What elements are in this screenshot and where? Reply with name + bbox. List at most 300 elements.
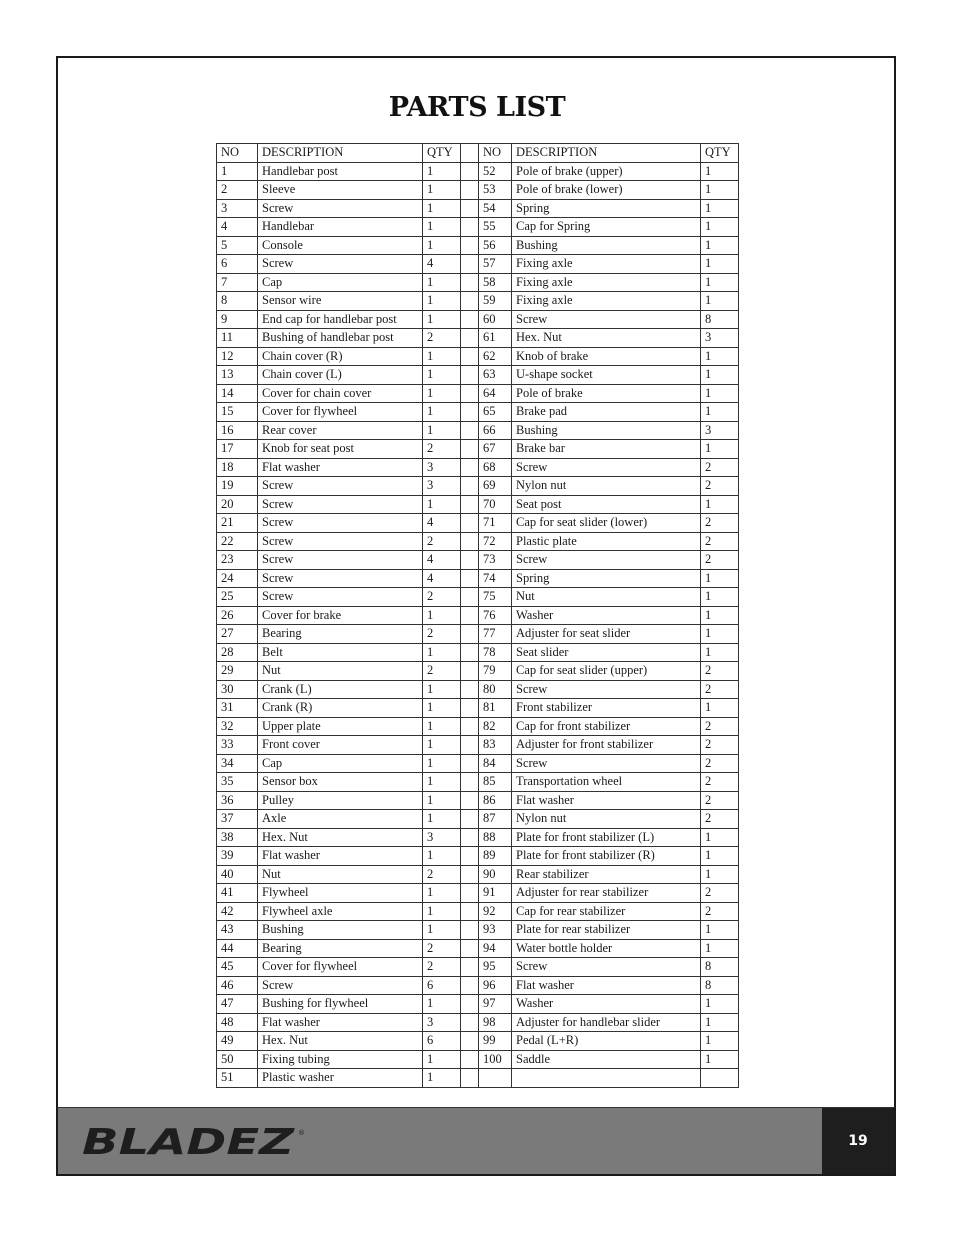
table-row bbox=[217, 995, 739, 1014]
part-qty: 1 bbox=[423, 699, 461, 718]
part-no: 69 bbox=[479, 477, 512, 496]
part-description: Handlebar post bbox=[258, 162, 423, 181]
table-row bbox=[217, 1050, 739, 1069]
part-no: 30 bbox=[217, 680, 258, 699]
part-description: Pole of brake bbox=[512, 384, 701, 403]
part-qty: 4 bbox=[423, 569, 461, 588]
part-description: Fixing axle bbox=[512, 255, 701, 274]
spacer-cell bbox=[461, 1013, 479, 1032]
part-description: Console bbox=[258, 236, 423, 255]
part-no: 19 bbox=[217, 477, 258, 496]
part-qty: 1 bbox=[423, 347, 461, 366]
table-row bbox=[217, 884, 739, 903]
part-no: 87 bbox=[479, 810, 512, 829]
part-no: 76 bbox=[479, 606, 512, 625]
part-qty: 1 bbox=[423, 495, 461, 514]
part-qty: 1 bbox=[423, 1069, 461, 1088]
part-qty: 1 bbox=[701, 921, 739, 940]
part-description: Brake pad bbox=[512, 403, 701, 422]
part-no: 95 bbox=[479, 958, 512, 977]
part-description: Rear cover bbox=[258, 421, 423, 440]
part-no: 7 bbox=[217, 273, 258, 292]
part-qty: 2 bbox=[423, 662, 461, 681]
spacer-cell bbox=[461, 699, 479, 718]
part-qty: 1 bbox=[701, 273, 739, 292]
part-description: Hex. Nut bbox=[512, 329, 701, 348]
part-no: 9 bbox=[217, 310, 258, 329]
part-description: Upper plate bbox=[258, 717, 423, 736]
part-qty: 1 bbox=[423, 995, 461, 1014]
table-row bbox=[217, 606, 739, 625]
spacer-cell bbox=[461, 421, 479, 440]
part-description: Knob of brake bbox=[512, 347, 701, 366]
part-qty: 1 bbox=[701, 403, 739, 422]
part-qty: 1 bbox=[701, 588, 739, 607]
part-qty: 8 bbox=[701, 958, 739, 977]
part-no: 28 bbox=[217, 643, 258, 662]
spacer-cell bbox=[461, 403, 479, 422]
part-qty: 1 bbox=[701, 1032, 739, 1051]
spacer-cell bbox=[461, 495, 479, 514]
part-description: Adjuster for rear stabilizer bbox=[512, 884, 701, 903]
part-no: 68 bbox=[479, 458, 512, 477]
table-header-row bbox=[217, 144, 739, 163]
footer-bar bbox=[56, 1107, 896, 1176]
part-qty: 1 bbox=[423, 366, 461, 385]
part-no: 62 bbox=[479, 347, 512, 366]
part-description: Front stabilizer bbox=[512, 699, 701, 718]
table-row bbox=[217, 958, 739, 977]
part-no: 97 bbox=[479, 995, 512, 1014]
part-description: Spring bbox=[512, 569, 701, 588]
spacer-cell bbox=[461, 828, 479, 847]
part-qty: 2 bbox=[701, 477, 739, 496]
table-row bbox=[217, 791, 739, 810]
part-no: 24 bbox=[217, 569, 258, 588]
part-no: 86 bbox=[479, 791, 512, 810]
part-description bbox=[512, 1069, 701, 1088]
part-description: Cover for chain cover bbox=[258, 384, 423, 403]
spacer-cell bbox=[461, 440, 479, 459]
part-no: 54 bbox=[479, 199, 512, 218]
part-description: Cap bbox=[258, 273, 423, 292]
table-row bbox=[217, 754, 739, 773]
part-description: Plate for front stabilizer (R) bbox=[512, 847, 701, 866]
part-qty: 1 bbox=[423, 884, 461, 903]
spacer-cell bbox=[461, 1069, 479, 1088]
part-qty: 1 bbox=[701, 569, 739, 588]
spacer-cell bbox=[461, 902, 479, 921]
part-description: Plastic washer bbox=[258, 1069, 423, 1088]
header-description: DESCRIPTION bbox=[512, 144, 701, 163]
part-description: Washer bbox=[512, 995, 701, 1014]
part-no: 96 bbox=[479, 976, 512, 995]
part-qty: 1 bbox=[423, 736, 461, 755]
part-no: 32 bbox=[217, 717, 258, 736]
part-description: Screw bbox=[258, 532, 423, 551]
spacer-cell bbox=[461, 773, 479, 792]
spacer-cell bbox=[461, 717, 479, 736]
part-qty: 1 bbox=[701, 847, 739, 866]
table-row bbox=[217, 329, 739, 348]
part-qty: 2 bbox=[423, 532, 461, 551]
table-row bbox=[217, 699, 739, 718]
part-no: 26 bbox=[217, 606, 258, 625]
part-description: Chain cover (L) bbox=[258, 366, 423, 385]
part-qty: 1 bbox=[423, 680, 461, 699]
part-no: 80 bbox=[479, 680, 512, 699]
spacer-cell bbox=[461, 865, 479, 884]
part-qty: 1 bbox=[701, 347, 739, 366]
part-description: Screw bbox=[258, 976, 423, 995]
part-qty: 3 bbox=[701, 421, 739, 440]
part-description: U-shape socket bbox=[512, 366, 701, 385]
part-description: Pole of brake (lower) bbox=[512, 181, 701, 200]
part-qty: 1 bbox=[423, 181, 461, 200]
part-no: 16 bbox=[217, 421, 258, 440]
part-qty: 2 bbox=[423, 958, 461, 977]
part-qty: 1 bbox=[423, 773, 461, 792]
part-qty: 2 bbox=[701, 532, 739, 551]
table-row bbox=[217, 939, 739, 958]
table-row bbox=[217, 236, 739, 255]
spacer-cell bbox=[461, 144, 479, 163]
part-qty: 2 bbox=[701, 551, 739, 570]
part-qty: 1 bbox=[701, 366, 739, 385]
parts-table bbox=[216, 143, 739, 1088]
part-no: 4 bbox=[217, 218, 258, 237]
part-description: Washer bbox=[512, 606, 701, 625]
part-no: 8 bbox=[217, 292, 258, 311]
part-qty: 1 bbox=[701, 643, 739, 662]
part-no: 42 bbox=[217, 902, 258, 921]
part-no: 5 bbox=[217, 236, 258, 255]
part-no: 50 bbox=[217, 1050, 258, 1069]
spacer-cell bbox=[461, 643, 479, 662]
table-row bbox=[217, 810, 739, 829]
spacer-cell bbox=[461, 588, 479, 607]
part-no: 61 bbox=[479, 329, 512, 348]
table-row bbox=[217, 921, 739, 940]
svg-text:BLADEZ: BLADEZ bbox=[82, 1125, 296, 1157]
part-no: 70 bbox=[479, 495, 512, 514]
part-no: 59 bbox=[479, 292, 512, 311]
part-description: Bushing for flywheel bbox=[258, 995, 423, 1014]
part-no: 43 bbox=[217, 921, 258, 940]
part-qty: 4 bbox=[423, 255, 461, 274]
part-no: 41 bbox=[217, 884, 258, 903]
part-description: Adjuster for front stabilizer bbox=[512, 736, 701, 755]
spacer-cell bbox=[461, 958, 479, 977]
part-qty: 2 bbox=[701, 884, 739, 903]
part-no: 45 bbox=[217, 958, 258, 977]
part-description: Flywheel bbox=[258, 884, 423, 903]
spacer-cell bbox=[461, 791, 479, 810]
table-row bbox=[217, 976, 739, 995]
table-row bbox=[217, 736, 739, 755]
table-row bbox=[217, 532, 739, 551]
part-description: Nut bbox=[258, 865, 423, 884]
part-no: 53 bbox=[479, 181, 512, 200]
part-description: Screw bbox=[258, 255, 423, 274]
part-description: Bearing bbox=[258, 939, 423, 958]
part-qty: 1 bbox=[423, 421, 461, 440]
part-no: 64 bbox=[479, 384, 512, 403]
table-row bbox=[217, 1032, 739, 1051]
part-qty: 2 bbox=[701, 773, 739, 792]
part-description: Nut bbox=[258, 662, 423, 681]
part-no: 6 bbox=[217, 255, 258, 274]
part-no: 20 bbox=[217, 495, 258, 514]
part-description: Nylon nut bbox=[512, 810, 701, 829]
spacer-cell bbox=[461, 995, 479, 1014]
part-qty: 2 bbox=[701, 514, 739, 533]
table-row bbox=[217, 421, 739, 440]
part-description: Screw bbox=[512, 458, 701, 477]
part-no: 55 bbox=[479, 218, 512, 237]
spacer-cell bbox=[461, 292, 479, 311]
part-no: 56 bbox=[479, 236, 512, 255]
table-row bbox=[217, 495, 739, 514]
spacer-cell bbox=[461, 384, 479, 403]
part-no: 93 bbox=[479, 921, 512, 940]
table-row bbox=[217, 181, 739, 200]
part-description: Sleeve bbox=[258, 181, 423, 200]
part-no: 85 bbox=[479, 773, 512, 792]
spacer-cell bbox=[461, 847, 479, 866]
part-no: 66 bbox=[479, 421, 512, 440]
table-row bbox=[217, 902, 739, 921]
part-description: Flat washer bbox=[258, 847, 423, 866]
header-no: NO bbox=[479, 144, 512, 163]
table-row bbox=[217, 680, 739, 699]
part-description: Bearing bbox=[258, 625, 423, 644]
part-description: Rear stabilizer bbox=[512, 865, 701, 884]
table-row bbox=[217, 625, 739, 644]
part-qty: 2 bbox=[423, 588, 461, 607]
part-description: Screw bbox=[258, 477, 423, 496]
part-qty: 8 bbox=[701, 976, 739, 995]
part-qty: 1 bbox=[423, 606, 461, 625]
part-description: Crank (R) bbox=[258, 699, 423, 718]
part-qty: 1 bbox=[701, 1050, 739, 1069]
table-row bbox=[217, 717, 739, 736]
part-qty: 8 bbox=[701, 310, 739, 329]
part-description: Pole of brake (upper) bbox=[512, 162, 701, 181]
table-row bbox=[217, 865, 739, 884]
part-no: 81 bbox=[479, 699, 512, 718]
part-qty: 1 bbox=[701, 495, 739, 514]
part-description: Flat washer bbox=[258, 458, 423, 477]
table-row bbox=[217, 273, 739, 292]
part-description: Axle bbox=[258, 810, 423, 829]
spacer-cell bbox=[461, 1032, 479, 1051]
part-no: 100 bbox=[479, 1050, 512, 1069]
page-title: PARTS LIST bbox=[388, 92, 566, 123]
part-no: 37 bbox=[217, 810, 258, 829]
table-row bbox=[217, 255, 739, 274]
part-no: 77 bbox=[479, 625, 512, 644]
part-description: Flat washer bbox=[512, 791, 701, 810]
part-description: Cover for flywheel bbox=[258, 958, 423, 977]
part-description: Plate for front stabilizer (L) bbox=[512, 828, 701, 847]
part-qty: 1 bbox=[701, 699, 739, 718]
part-description: Transportation wheel bbox=[512, 773, 701, 792]
part-no: 92 bbox=[479, 902, 512, 921]
part-description: Sensor wire bbox=[258, 292, 423, 311]
part-qty: 2 bbox=[701, 717, 739, 736]
spacer-cell bbox=[461, 199, 479, 218]
table-row bbox=[217, 514, 739, 533]
part-description: Screw bbox=[512, 551, 701, 570]
part-qty: 1 bbox=[423, 273, 461, 292]
spacer-cell bbox=[461, 754, 479, 773]
part-qty: 1 bbox=[701, 828, 739, 847]
part-description: Flywheel axle bbox=[258, 902, 423, 921]
part-qty: 1 bbox=[423, 384, 461, 403]
part-description: Screw bbox=[258, 588, 423, 607]
part-qty: 2 bbox=[701, 902, 739, 921]
part-no: 3 bbox=[217, 199, 258, 218]
part-qty: 4 bbox=[423, 551, 461, 570]
table-row bbox=[217, 440, 739, 459]
part-qty: 1 bbox=[701, 255, 739, 274]
part-description: Saddle bbox=[512, 1050, 701, 1069]
part-no: 78 bbox=[479, 643, 512, 662]
part-qty: 3 bbox=[423, 477, 461, 496]
table-row bbox=[217, 162, 739, 181]
spacer-cell bbox=[461, 532, 479, 551]
spacer-cell bbox=[461, 255, 479, 274]
part-no: 11 bbox=[217, 329, 258, 348]
spacer-cell bbox=[461, 181, 479, 200]
spacer-cell bbox=[461, 273, 479, 292]
spacer-cell bbox=[461, 347, 479, 366]
part-qty: 2 bbox=[701, 736, 739, 755]
part-qty: 1 bbox=[423, 717, 461, 736]
spacer-cell bbox=[461, 736, 479, 755]
spacer-cell bbox=[461, 458, 479, 477]
part-no: 91 bbox=[479, 884, 512, 903]
part-description: Screw bbox=[258, 199, 423, 218]
part-qty: 2 bbox=[701, 662, 739, 681]
part-no: 84 bbox=[479, 754, 512, 773]
part-description: Sensor box bbox=[258, 773, 423, 792]
table-row bbox=[217, 847, 739, 866]
part-description: Flat washer bbox=[258, 1013, 423, 1032]
table-row bbox=[217, 458, 739, 477]
page-number: 19 bbox=[822, 1108, 894, 1174]
part-description: Nylon nut bbox=[512, 477, 701, 496]
part-description: Screw bbox=[258, 495, 423, 514]
part-qty: 1 bbox=[423, 643, 461, 662]
part-qty: 1 bbox=[423, 847, 461, 866]
spacer-cell bbox=[461, 162, 479, 181]
part-qty: 2 bbox=[701, 810, 739, 829]
part-qty: 1 bbox=[423, 162, 461, 181]
spacer-cell bbox=[461, 569, 479, 588]
part-qty: 1 bbox=[423, 292, 461, 311]
part-description: Cover for flywheel bbox=[258, 403, 423, 422]
spacer-cell bbox=[461, 310, 479, 329]
part-description: Adjuster for handlebar slider bbox=[512, 1013, 701, 1032]
part-description: Cap for seat slider (lower) bbox=[512, 514, 701, 533]
part-qty: 1 bbox=[423, 810, 461, 829]
part-description: Screw bbox=[258, 569, 423, 588]
part-qty: 1 bbox=[701, 1013, 739, 1032]
part-no: 1 bbox=[217, 162, 258, 181]
part-description: Cap for Spring bbox=[512, 218, 701, 237]
spacer-cell bbox=[461, 329, 479, 348]
part-no: 25 bbox=[217, 588, 258, 607]
spacer-cell bbox=[461, 680, 479, 699]
part-no: 21 bbox=[217, 514, 258, 533]
part-description: Cap bbox=[258, 754, 423, 773]
part-no: 72 bbox=[479, 532, 512, 551]
spacer-cell bbox=[461, 884, 479, 903]
spacer-cell bbox=[461, 551, 479, 570]
part-no: 98 bbox=[479, 1013, 512, 1032]
part-description: Seat slider bbox=[512, 643, 701, 662]
part-qty: 1 bbox=[701, 199, 739, 218]
table-row bbox=[217, 292, 739, 311]
part-description: Fixing axle bbox=[512, 273, 701, 292]
part-qty: 2 bbox=[423, 329, 461, 348]
part-no: 60 bbox=[479, 310, 512, 329]
part-description: Bushing of handlebar post bbox=[258, 329, 423, 348]
part-description: Water bottle holder bbox=[512, 939, 701, 958]
part-no: 65 bbox=[479, 403, 512, 422]
table-row bbox=[217, 551, 739, 570]
part-description: Cap for rear stabilizer bbox=[512, 902, 701, 921]
part-description: Screw bbox=[512, 958, 701, 977]
bladez-logo bbox=[82, 1125, 312, 1157]
part-description: Screw bbox=[512, 310, 701, 329]
table-row bbox=[217, 662, 739, 681]
part-no: 22 bbox=[217, 532, 258, 551]
part-description: Screw bbox=[258, 551, 423, 570]
part-qty: 2 bbox=[423, 939, 461, 958]
part-no: 40 bbox=[217, 865, 258, 884]
part-description: Adjuster for seat slider bbox=[512, 625, 701, 644]
part-description: Cap for front stabilizer bbox=[512, 717, 701, 736]
part-qty: 1 bbox=[423, 1050, 461, 1069]
part-qty bbox=[701, 1069, 739, 1088]
part-description: Seat post bbox=[512, 495, 701, 514]
part-no: 29 bbox=[217, 662, 258, 681]
table-row bbox=[217, 828, 739, 847]
spacer-cell bbox=[461, 477, 479, 496]
part-no: 47 bbox=[217, 995, 258, 1014]
part-description: Bushing bbox=[258, 921, 423, 940]
part-qty: 6 bbox=[423, 1032, 461, 1051]
part-no: 46 bbox=[217, 976, 258, 995]
part-qty: 1 bbox=[701, 995, 739, 1014]
part-qty: 1 bbox=[423, 199, 461, 218]
part-no: 33 bbox=[217, 736, 258, 755]
part-no: 18 bbox=[217, 458, 258, 477]
part-no bbox=[479, 1069, 512, 1088]
part-no: 31 bbox=[217, 699, 258, 718]
table-row bbox=[217, 310, 739, 329]
part-no: 99 bbox=[479, 1032, 512, 1051]
part-qty: 2 bbox=[701, 791, 739, 810]
part-no: 75 bbox=[479, 588, 512, 607]
part-qty: 2 bbox=[701, 754, 739, 773]
part-no: 63 bbox=[479, 366, 512, 385]
table-row bbox=[217, 1069, 739, 1088]
spacer-cell bbox=[461, 939, 479, 958]
